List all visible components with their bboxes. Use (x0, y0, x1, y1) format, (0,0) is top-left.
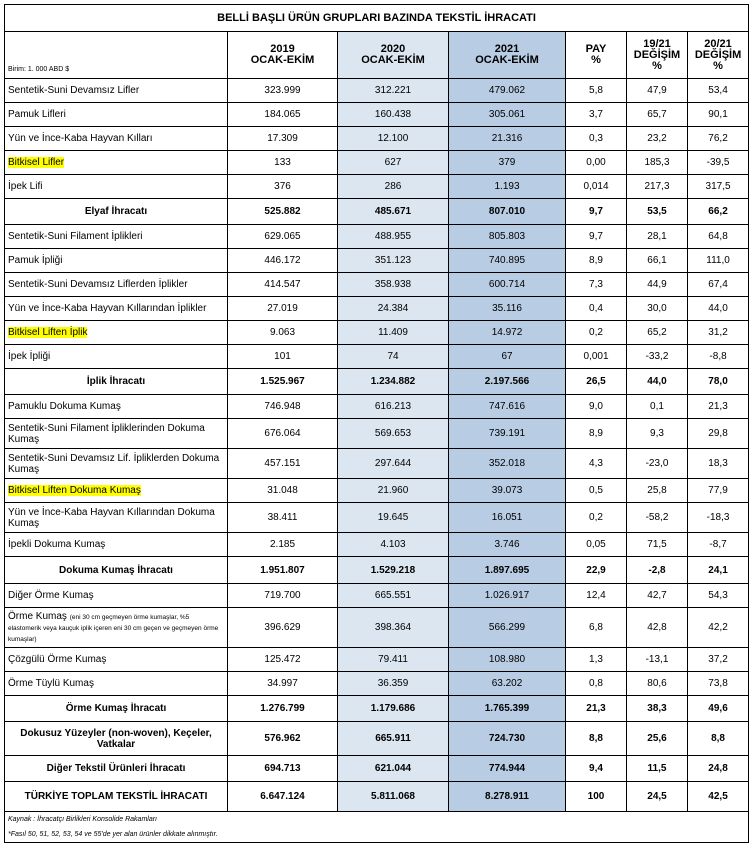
table-row (5, 479, 749, 503)
value-2020: 36.359 (338, 672, 449, 696)
value-pay: 0,5 (566, 479, 627, 503)
table-row (5, 672, 749, 696)
footnote-source-row (5, 812, 749, 828)
table-row (5, 103, 749, 127)
value-2020: 160.438 (338, 103, 449, 127)
row-label (5, 533, 228, 557)
value-pay: 8,9 (566, 419, 627, 449)
row-label-text: Pamuk Lifleri (8, 109, 66, 120)
value-2020: 312.221 (338, 79, 449, 103)
row-label-text: İplik İhracatı (86, 376, 146, 387)
value-change-20-21: 31,2 (688, 321, 749, 345)
table-row (5, 533, 749, 557)
row-label-text: Sentetik-Suni Filament İpliklerinden Dokuma Kumaş (8, 422, 205, 445)
value-change-20-21: 29,8 (688, 419, 749, 449)
table-row (5, 175, 749, 199)
value-pay: 6,8 (566, 608, 627, 648)
value-change-19-21: 30,0 (627, 297, 688, 321)
table-row (5, 449, 749, 479)
value-change-20-21: 44,0 (688, 297, 749, 321)
row-label-text: Pamuklu Dokuma Kumaş (8, 401, 121, 412)
value-2019: 746.948 (228, 395, 338, 419)
value-change-20-21: 76,2 (688, 127, 749, 151)
row-label-text: Diğer Tekstil Ürünleri İhracatı (46, 763, 186, 774)
value-change-19-21: 185,3 (627, 151, 688, 175)
value-change-19-21: 47,9 (627, 79, 688, 103)
value-change-20-21: 24,1 (688, 557, 749, 584)
row-label (5, 103, 228, 127)
row-label (5, 449, 228, 479)
value-2021: 305.061 (449, 103, 566, 127)
table-row (5, 345, 749, 369)
value-2019: 1.525.967 (228, 369, 338, 395)
value-change-20-21: 42,5 (688, 782, 749, 812)
value-pay: 9,4 (566, 756, 627, 782)
value-2020: 297.644 (338, 449, 449, 479)
table-row (5, 127, 749, 151)
value-2019: 629.065 (228, 225, 338, 249)
row-label (5, 419, 228, 449)
row-label-text: Elyaf İhracatı (84, 206, 148, 217)
value-2020: 12.100 (338, 127, 449, 151)
value-2021: 479.062 (449, 79, 566, 103)
value-change-19-21: -2,8 (627, 557, 688, 584)
value-pay: 5,8 (566, 79, 627, 103)
value-change-20-21: 49,6 (688, 696, 749, 722)
row-label (5, 345, 228, 369)
value-change-20-21: -39,5 (688, 151, 749, 175)
row-label-text: Çözgülü Örme Kumaş (8, 654, 107, 665)
value-2021: 600.714 (449, 273, 566, 297)
row-label-text: Diğer Örme Kumaş (8, 590, 94, 601)
value-2020: 21.960 (338, 479, 449, 503)
value-2020: 19.645 (338, 503, 449, 533)
row-label (5, 503, 228, 533)
value-2019: 457.151 (228, 449, 338, 479)
row-label-text: Bitkisel Liften Dokuma Kumaş (8, 485, 141, 496)
table-row (5, 321, 749, 345)
value-2020: 351.123 (338, 249, 449, 273)
value-2019: 6.647.124 (228, 782, 338, 812)
value-2019: 27.019 (228, 297, 338, 321)
row-label (5, 273, 228, 297)
row-label (5, 175, 228, 199)
row-label (5, 608, 228, 648)
value-pay: 9,7 (566, 225, 627, 249)
table-row (5, 273, 749, 297)
value-2021: 1.897.695 (449, 557, 566, 584)
value-change-19-21: 24,5 (627, 782, 688, 812)
value-2019: 17.309 (228, 127, 338, 151)
value-2021: 805.803 (449, 225, 566, 249)
value-2020: 74 (338, 345, 449, 369)
table-row (5, 503, 749, 533)
value-2020: 569.653 (338, 419, 449, 449)
row-label (5, 79, 228, 103)
row-label-note: (eni 30 cm geçmeyen örme kumaşlar, %5 elastomerik veya kauçuk iplik içeren eni 30 cm geçen ve geçmeyen örme kumaşlar) (8, 614, 219, 643)
value-change-20-21: -8,8 (688, 345, 749, 369)
value-2021: 740.895 (449, 249, 566, 273)
value-2020: 621.044 (338, 756, 449, 782)
value-2019: 125.472 (228, 648, 338, 672)
value-pay: 8,9 (566, 249, 627, 273)
value-pay: 0,00 (566, 151, 627, 175)
table-row (5, 151, 749, 175)
row-label (5, 479, 228, 503)
value-pay: 0,8 (566, 672, 627, 696)
table-row (5, 584, 749, 608)
row-label-text: Yün ve İnce-Kaba Hayvan Kılları (8, 133, 153, 144)
value-2019: 323.999 (228, 79, 338, 103)
value-change-19-21: 42,7 (627, 584, 688, 608)
value-change-19-21: 80,6 (627, 672, 688, 696)
header-change-19-21: 19/21 DEĞİŞİM % (627, 32, 688, 79)
row-label-text: Bitkisel Liften İplik (8, 327, 88, 338)
value-change-19-21: 65,7 (627, 103, 688, 127)
table-title: BELLİ BAŞLI ÜRÜN GRUPLARI BAZINDA TEKSTİL İHRACATI (5, 5, 749, 32)
value-2019: 1.951.807 (228, 557, 338, 584)
value-change-19-21: 44,0 (627, 369, 688, 395)
value-2019: 9.063 (228, 321, 338, 345)
row-label-text: İpek Lifi (8, 181, 43, 192)
value-2019: 101 (228, 345, 338, 369)
table-total-row (5, 369, 749, 395)
row-label-text: Sentetik-Suni Devamsız Lifler (8, 85, 140, 96)
value-2019: 525.882 (228, 199, 338, 225)
value-pay: 0,05 (566, 533, 627, 557)
value-pay: 12,4 (566, 584, 627, 608)
value-change-20-21: 24,8 (688, 756, 749, 782)
row-label-text: İpek İpliği (8, 351, 51, 362)
textile-export-table (4, 4, 749, 843)
header-row (5, 32, 749, 79)
value-2021: 39.073 (449, 479, 566, 503)
value-2021: 1.026.917 (449, 584, 566, 608)
value-2019: 31.048 (228, 479, 338, 503)
value-change-20-21: -8,7 (688, 533, 749, 557)
value-change-19-21: 38,3 (627, 696, 688, 722)
value-pay: 22,9 (566, 557, 627, 584)
table-total-row (5, 756, 749, 782)
value-change-20-21: 78,0 (688, 369, 749, 395)
header-change-20-21: 20/21 DEĞİŞİM % (688, 32, 749, 79)
value-2020: 488.955 (338, 225, 449, 249)
row-label (5, 696, 228, 722)
footnote-source: Kaynak : İhracatçı Birlikleri Konsolide Rakamları (5, 812, 749, 828)
value-2019: 133 (228, 151, 338, 175)
value-2020: 24.384 (338, 297, 449, 321)
row-label (5, 672, 228, 696)
value-change-20-21: -18,3 (688, 503, 749, 533)
value-change-20-21: 18,3 (688, 449, 749, 479)
value-2021: 379 (449, 151, 566, 175)
value-change-20-21: 53,4 (688, 79, 749, 103)
value-pay: 0,2 (566, 503, 627, 533)
value-2020: 1.179.686 (338, 696, 449, 722)
textile-export-table-container (4, 4, 748, 843)
value-change-20-21: 37,2 (688, 648, 749, 672)
table-row (5, 395, 749, 419)
value-pay: 26,5 (566, 369, 627, 395)
row-label (5, 722, 228, 756)
table-total-row (5, 199, 749, 225)
table-row (5, 79, 749, 103)
value-change-20-21: 111,0 (688, 249, 749, 273)
value-change-19-21: -13,1 (627, 648, 688, 672)
value-2020: 79.411 (338, 648, 449, 672)
value-change-20-21: 73,8 (688, 672, 749, 696)
value-2021: 747.616 (449, 395, 566, 419)
row-label (5, 151, 228, 175)
row-label (5, 782, 228, 812)
unit-note: Birim: 1. 000 ABD $ (5, 32, 228, 79)
table-total-row (5, 782, 749, 812)
value-2021: 8.278.911 (449, 782, 566, 812)
table-row (5, 608, 749, 648)
value-change-19-21: 28,1 (627, 225, 688, 249)
value-2021: 108.980 (449, 648, 566, 672)
row-label (5, 249, 228, 273)
value-2020: 485.671 (338, 199, 449, 225)
value-2021: 1.765.399 (449, 696, 566, 722)
value-change-19-21: 0,1 (627, 395, 688, 419)
row-label-text: Pamuk İpliği (8, 255, 63, 266)
row-label (5, 584, 228, 608)
value-change-19-21: 25,8 (627, 479, 688, 503)
table-total-row (5, 696, 749, 722)
value-pay: 4,3 (566, 449, 627, 479)
value-2019: 376 (228, 175, 338, 199)
table-row (5, 419, 749, 449)
value-2021: 3.746 (449, 533, 566, 557)
value-change-19-21: 11,5 (627, 756, 688, 782)
value-2021: 63.202 (449, 672, 566, 696)
row-label-text: İpekli Dokuma Kumaş (8, 539, 106, 550)
title-row (5, 5, 749, 32)
row-label (5, 199, 228, 225)
value-2020: 286 (338, 175, 449, 199)
value-2021: 14.972 (449, 321, 566, 345)
value-2021: 566.299 (449, 608, 566, 648)
value-2019: 446.172 (228, 249, 338, 273)
value-2021: 774.944 (449, 756, 566, 782)
row-label (5, 321, 228, 345)
table-row (5, 225, 749, 249)
table-row (5, 297, 749, 321)
value-change-19-21: -58,2 (627, 503, 688, 533)
value-2019: 184.065 (228, 103, 338, 127)
value-change-19-21: 44,9 (627, 273, 688, 297)
header-pay: PAY % (566, 32, 627, 79)
value-change-19-21: -23,0 (627, 449, 688, 479)
row-label (5, 557, 228, 584)
value-change-19-21: 25,6 (627, 722, 688, 756)
value-2021: 21.316 (449, 127, 566, 151)
value-pay: 0,2 (566, 321, 627, 345)
row-label-text: TÜRKİYE TOPLAM TEKSTİL İHRACATI (24, 791, 208, 802)
value-2019: 719.700 (228, 584, 338, 608)
value-change-19-21: 66,1 (627, 249, 688, 273)
value-pay: 0,014 (566, 175, 627, 199)
value-2020: 398.364 (338, 608, 449, 648)
row-label-text: Örme Kumaş İhracatı (65, 703, 167, 714)
value-change-20-21: 21,3 (688, 395, 749, 419)
value-change-20-21: 42,2 (688, 608, 749, 648)
value-2020: 1.529.218 (338, 557, 449, 584)
value-change-19-21: 23,2 (627, 127, 688, 151)
value-2021: 724.730 (449, 722, 566, 756)
value-2021: 1.193 (449, 175, 566, 199)
row-label (5, 225, 228, 249)
value-2019: 414.547 (228, 273, 338, 297)
value-2021: 16.051 (449, 503, 566, 533)
value-change-19-21: 71,5 (627, 533, 688, 557)
value-change-20-21: 67,4 (688, 273, 749, 297)
value-pay: 9,7 (566, 199, 627, 225)
value-2020: 627 (338, 151, 449, 175)
value-2021: 352.018 (449, 449, 566, 479)
value-2019: 2.185 (228, 533, 338, 557)
row-label-text: Yün ve İnce-Kaba Hayvan Kıllarından Dokuma Kumaş (8, 506, 215, 529)
table-total-row (5, 722, 749, 756)
value-change-20-21: 54,3 (688, 584, 749, 608)
header-2021: 2021 OCAK-EKİM (449, 32, 566, 79)
value-2019: 576.962 (228, 722, 338, 756)
table-total-row (5, 557, 749, 584)
footnote-note: *Fasıl 50, 51, 52, 53, 54 ve 55'de yer alan ürünler dikkate alınmıştır. (5, 827, 749, 843)
value-change-19-21: 217,3 (627, 175, 688, 199)
row-label-text: Yün ve İnce-Kaba Hayvan Kıllarından İplikler (8, 303, 207, 314)
row-label (5, 756, 228, 782)
value-2019: 1.276.799 (228, 696, 338, 722)
row-label (5, 297, 228, 321)
value-2021: 2.197.566 (449, 369, 566, 395)
value-change-19-21: 65,2 (627, 321, 688, 345)
value-pay: 0,001 (566, 345, 627, 369)
value-2021: 35.116 (449, 297, 566, 321)
footnote-note-row (5, 827, 749, 843)
value-2019: 38.411 (228, 503, 338, 533)
row-label (5, 395, 228, 419)
value-pay: 7,3 (566, 273, 627, 297)
value-pay: 100 (566, 782, 627, 812)
value-change-20-21: 90,1 (688, 103, 749, 127)
value-2019: 34.997 (228, 672, 338, 696)
value-2019: 396.629 (228, 608, 338, 648)
value-2020: 5.811.068 (338, 782, 449, 812)
value-change-20-21: 64,8 (688, 225, 749, 249)
value-2019: 694.713 (228, 756, 338, 782)
value-2021: 67 (449, 345, 566, 369)
value-2021: 807.010 (449, 199, 566, 225)
row-label-text: Bitkisel Lifler (8, 157, 65, 168)
value-2020: 11.409 (338, 321, 449, 345)
row-label (5, 648, 228, 672)
header-2019: 2019 OCAK-EKİM (228, 32, 338, 79)
value-2020: 1.234.882 (338, 369, 449, 395)
value-change-20-21: 77,9 (688, 479, 749, 503)
row-label-text: Sentetik-Suni Devamsız Lif. İpliklerden Dokuma Kumaş (8, 452, 220, 475)
value-2020: 665.551 (338, 584, 449, 608)
value-pay: 9,0 (566, 395, 627, 419)
row-label (5, 369, 228, 395)
row-label-text: Örme Tüylü Kumaş (8, 678, 94, 689)
value-change-19-21: 42,8 (627, 608, 688, 648)
value-pay: 8,8 (566, 722, 627, 756)
value-pay: 0,3 (566, 127, 627, 151)
value-change-19-21: -33,2 (627, 345, 688, 369)
value-change-20-21: 317,5 (688, 175, 749, 199)
header-2020: 2020 OCAK-EKİM (338, 32, 449, 79)
value-2021: 739.191 (449, 419, 566, 449)
value-pay: 0,4 (566, 297, 627, 321)
row-label (5, 127, 228, 151)
value-2020: 358.938 (338, 273, 449, 297)
row-label-text: Sentetik-Suni Devamsız Liflerden İplikler (8, 279, 188, 290)
value-2020: 665.911 (338, 722, 449, 756)
value-2020: 4.103 (338, 533, 449, 557)
value-pay: 1,3 (566, 648, 627, 672)
row-label-text: Örme Kumaş (8, 611, 67, 622)
value-pay: 3,7 (566, 103, 627, 127)
value-2019: 676.064 (228, 419, 338, 449)
row-label-text: Dokusuz Yüzeyler (non-woven), Keçeler, Vatkalar (20, 727, 212, 750)
row-label-text: Dokuma Kumaş İhracatı (59, 564, 173, 576)
table-row (5, 249, 749, 273)
value-change-19-21: 9,3 (627, 419, 688, 449)
value-pay: 21,3 (566, 696, 627, 722)
value-change-20-21: 8,8 (688, 722, 749, 756)
value-change-19-21: 53,5 (627, 199, 688, 225)
row-label-text: Sentetik-Suni Filament İplikleri (8, 231, 143, 242)
value-change-20-21: 66,2 (688, 199, 749, 225)
table-row (5, 648, 749, 672)
value-2020: 616.213 (338, 395, 449, 419)
